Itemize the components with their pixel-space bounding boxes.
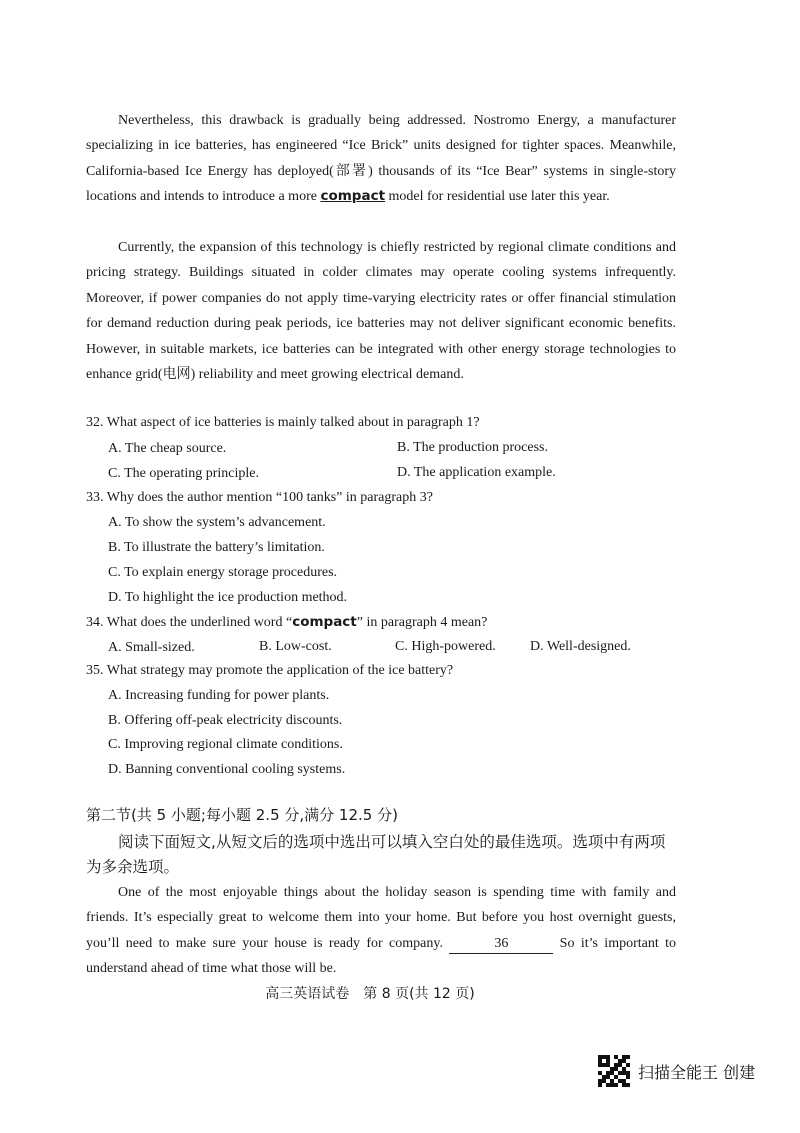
q34-option-b[interactable]: B. Low-cost. bbox=[259, 639, 332, 654]
compact-bold-word: compact bbox=[292, 614, 357, 630]
q32-option-c[interactable]: C. The operating principle. bbox=[108, 466, 259, 481]
q35-option-a[interactable]: A. Increasing funding for power plants. bbox=[108, 688, 330, 703]
q35-option-d[interactable]: D. Banning conventional cooling systems. bbox=[108, 762, 346, 777]
q34-option-c[interactable]: C. High-powered. bbox=[395, 639, 496, 654]
compact-underlined-word: compact bbox=[320, 188, 386, 205]
section-2-heading: 第二节(共 5 小题;每小题 2.5 分,满分 12.5 分) bbox=[86, 806, 398, 824]
q34-option-a[interactable]: A. Small-sized. bbox=[108, 640, 195, 655]
blank-36[interactable]: 36 bbox=[449, 935, 553, 954]
passage-paragraph-5: Nevertheless, this drawback is gradually being addressed. Nostromo Energy, a manufacturer specializing in ice batteries, has engineered “Ice Brick” units designed for tighter spaces. Meanwhile, California-based Ice Energy has deployed(部署) thousands of its “Ice Bear” systems in single-story locations and intends to introduce a more compact model for residential use later this year. bbox=[86, 113, 676, 205]
q35-option-c[interactable]: C. Improving regional climate conditions. bbox=[108, 737, 343, 752]
passage-paragraph-6: Currently, the expansion of this technology is chiefly restricted by regional climate conditions and pricing strategy. Buildings situated in colder climates may operate cooling systems infrequently. Moreover, if power companies do not apply time-varying electricity rates or offer financial stimulation for demand reduction during peak periods, ice batteries may not deliver significant economic benefits. However, in suitable markets, ice batteries can be integrated with other energy storage technologies to enhance grid(电网) reliability and meet growing electrical demand. bbox=[86, 240, 676, 383]
question-34: 34. What does the underlined word “compact” in paragraph 4 mean? bbox=[86, 614, 488, 630]
q32-option-b[interactable]: B. The production process. bbox=[397, 440, 548, 455]
q32-option-d[interactable]: D. The application example. bbox=[397, 465, 556, 480]
q33-option-b[interactable]: B. To illustrate the battery’s limitation. bbox=[108, 540, 325, 555]
watermark-text: 扫描全能王 创建 bbox=[638, 1062, 756, 1082]
section-2-instructions: 阅读下面短文,从短文后的选项中选出可以填入空白处的最佳选项。选项中有两项为多余选项。 bbox=[86, 833, 666, 876]
section-2-passage: One of the most enjoyable things about the holiday season is spending time with family and friends. It’s especially great to welcome them into your home. But before you host overnight guests, you’ll need to make sure your house is ready for company. 36 So it’s important to understand ahead of time what those will be. bbox=[86, 885, 676, 977]
scanner-watermark bbox=[598, 1053, 755, 1089]
q35-option-b[interactable]: B. Offering off-peak electricity discounts. bbox=[108, 713, 343, 728]
q34-option-d[interactable]: D. Well-designed. bbox=[530, 639, 631, 654]
q33-option-c[interactable]: C. To explain energy storage procedures. bbox=[108, 565, 338, 580]
q33-option-d[interactable]: D. To highlight the ice production method. bbox=[108, 590, 348, 605]
q33-option-a[interactable]: A. To show the system’s advancement. bbox=[108, 515, 326, 530]
q32-option-a[interactable]: A. The cheap source. bbox=[108, 441, 227, 456]
question-32: 32. What aspect of ice batteries is mainly talked about in paragraph 1? bbox=[86, 415, 480, 430]
question-35: 35. What strategy may promote the application of the ice battery? bbox=[86, 663, 454, 678]
qr-code-icon bbox=[598, 1055, 630, 1087]
question-33: 33. Why does the author mention “100 tanks” in paragraph 3? bbox=[86, 490, 433, 505]
page-footer: 高三英语试卷 第 8 页(共 12 页) bbox=[265, 986, 475, 1002]
